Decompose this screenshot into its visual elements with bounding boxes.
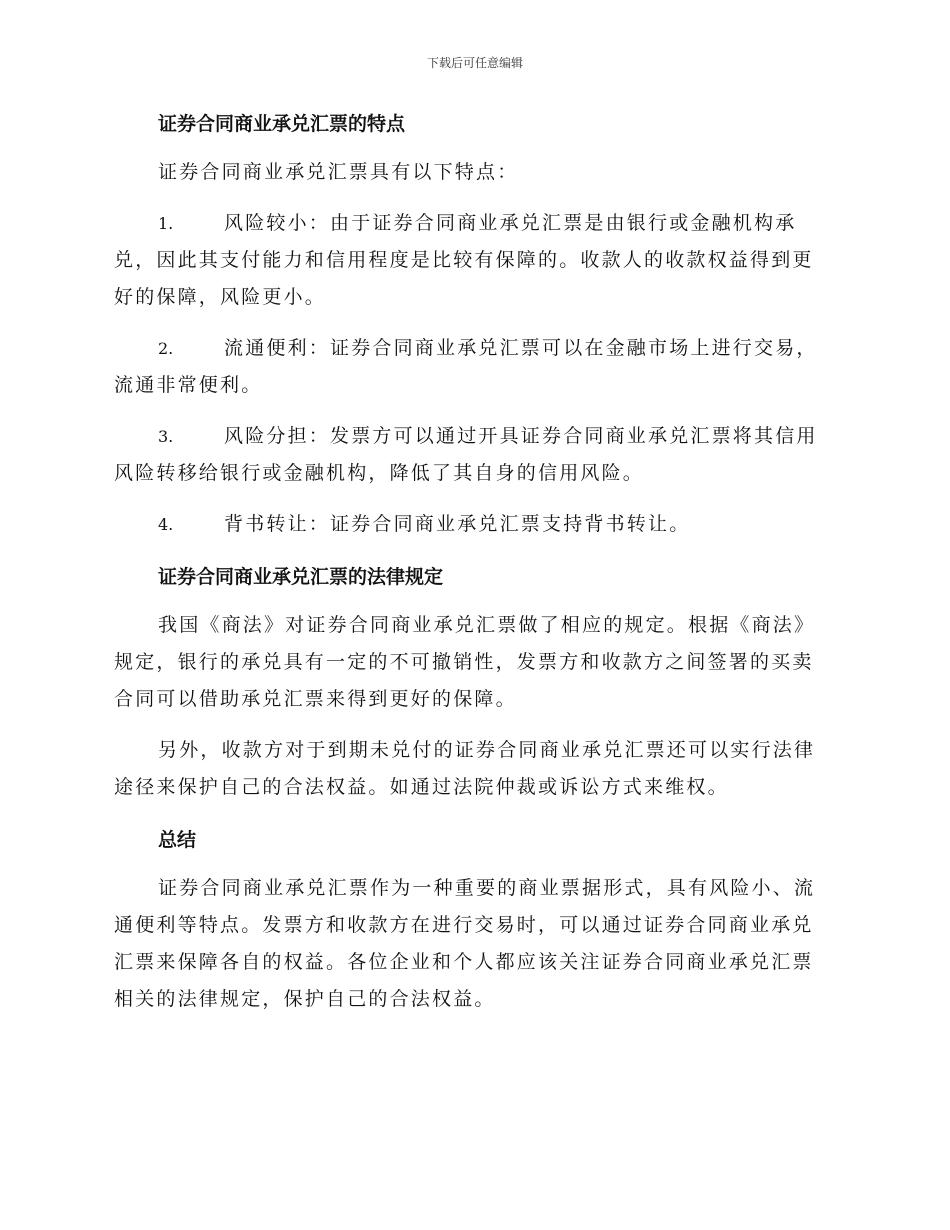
list-text: 背书转让：证券合同商业承兑汇票支持背书转让。 xyxy=(224,513,691,535)
list-item xyxy=(114,330,830,404)
section-heading-summary: 总结 xyxy=(158,829,197,851)
list-item xyxy=(114,506,830,543)
list-number: 2. xyxy=(158,339,174,358)
section-heading-legal: 证券合同商业承兑汇票的法律规定 xyxy=(158,566,444,588)
list-text: 流通便利：证券合同商业承兑汇票可以在金融市场上进行交易，流通非常便利。 xyxy=(114,337,818,396)
section-heading-features: 证券合同商业承兑汇票的特点 xyxy=(158,113,406,135)
list-number: 3. xyxy=(158,427,174,446)
features-intro: 证券合同商业承兑汇票具有以下特点： xyxy=(158,161,519,183)
list-text: 风险较小：由于证券合同商业承兑汇票是由银行或金融机构承兑，因此其支付能力和信用程度是比较有保障的。收款人的收款权益得到更好的保障，风险更小。 xyxy=(114,212,814,308)
legal-paragraph-1: 我国《商法》对证券合同商业承兑汇票做了相应的规定。根据《商法》规定，银行的承兑具有一定的不可撤销性，发票方和收款方之间签署的买卖合同可以借助承兑汇票来得到更好的保障。 xyxy=(114,614,816,710)
list-number: 1. xyxy=(158,214,174,233)
list-item xyxy=(114,418,830,492)
list-text: 风险分担：发票方可以通过开具证券合同商业承兑汇票将其信用风险转移给银行或金融机构，降低了其自身的信用风险。 xyxy=(114,425,818,484)
list-item xyxy=(114,205,830,316)
legal-paragraph-2: 另外，收款方对于到期未兑付的证券合同商业承兑汇票还可以实行法律途径来保护自己的合法权益。如通过法院仲裁或诉讼方式来维权。 xyxy=(114,739,816,798)
document-body xyxy=(114,104,830,1032)
page-header: 下载后可任意编辑 xyxy=(426,56,523,70)
list-number: 4. xyxy=(158,515,174,534)
summary-paragraph: 证券合同商业承兑汇票作为一种重要的商业票据形式，具有风险小、流通便利等特点。发票方和收款方在进行交易时，可以通过证券合同商业承兑汇票来保障各自的权益。各位企业和个人都应该关注证券合同商业承兑汇票相关的法律规定，保护自己的合法权益。 xyxy=(114,877,816,1010)
